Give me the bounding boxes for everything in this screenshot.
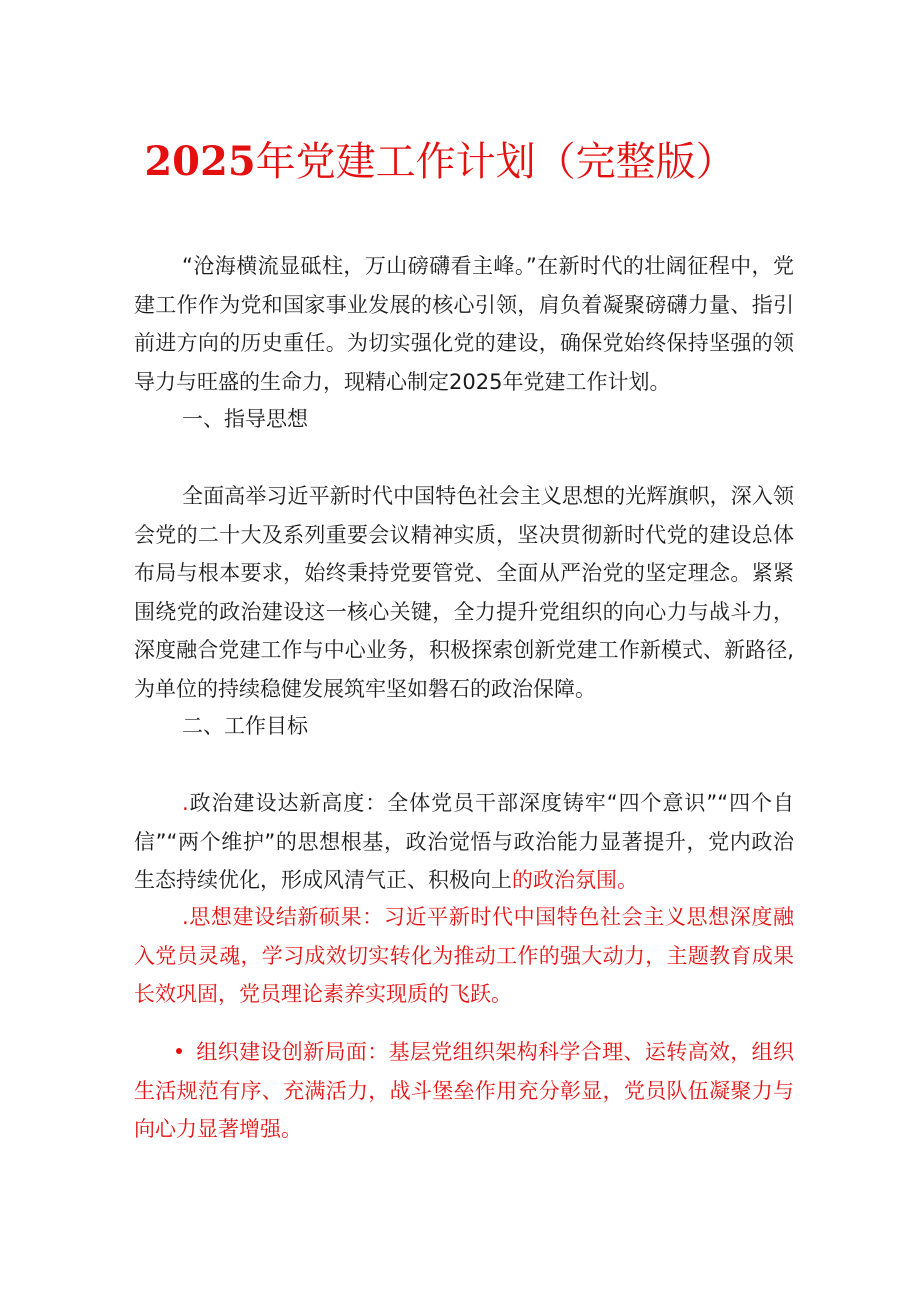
goal1-text-red: 的政治氛围。 — [512, 868, 638, 892]
intro-paragraph: “沧海横流显砥柱，万山磅礴看主峰。”在新时代的壮阔征程中，党建工作作为党和国家事业发展的核心引领，肩负着凝聚磅礴力量、指引前进方向的历史重任。为切实强化党的建设，确保党始终保持坚强的领导力与旺盛的生命力，现精心制定2025年党建工作计划。 — [134, 254, 794, 394]
guiding-ideology-paragraph: 全面高举习近平新时代中国特色社会主义思想的光辉旗帜，深入领会党的二十大及系列重要会议精神实质，坚决贯彻新时代党的建设总体布局与根本要求，始终秉持党要管党、全面从严治党的坚定理念。紧紧围绕党的政治建设这一核心关键，全力提升党组织的向心力与战斗力，深度融合党建工作与中心业务，积极探索创新党建工作新模式、新路径,为单位的持续稳健发展筑牢坚如磐石的政治保障。 — [134, 484, 794, 701]
document-title — [0, 132, 880, 192]
bullet-icon — [176, 1048, 182, 1054]
goal-ideological-construction: .思想建设结新硕果：习近平新时代中国特色社会主义思想深度融入党员灵魂，学习成效切实转化为推动工作的强大动力，主题教育成果长效巩固，党员理论素养实现质的飞跃。 — [134, 905, 794, 1006]
goal1-lead-dot: . — [182, 791, 189, 815]
title-text: 年党建工作计划（完整版） — [255, 139, 736, 185]
goal-political-construction — [134, 784, 794, 900]
goal1-text: 政治建设达新高度：全体党员干部深度铸牢“四个意识”“四个自信”“两个维护”的思想根基，政治觉悟与政治能力显著提升，党内政治生态持续优化，形成风清气正、积极向上 — [134, 791, 794, 892]
section-heading-guiding-ideology: 一、指导思想 — [182, 407, 308, 431]
goal-organizational-construction — [134, 1033, 794, 1149]
section-heading-work-goals: 二、工作目标 — [182, 714, 308, 738]
title-year: 2025 — [144, 138, 256, 185]
goal3-text: 组织建设创新局面：基层党组织架构科学合理、运转高效，组织生活规范有序、充满活力，战斗堡垒作用充分彰显，党员队伍凝聚力与向心力显著增强。 — [134, 1040, 794, 1141]
